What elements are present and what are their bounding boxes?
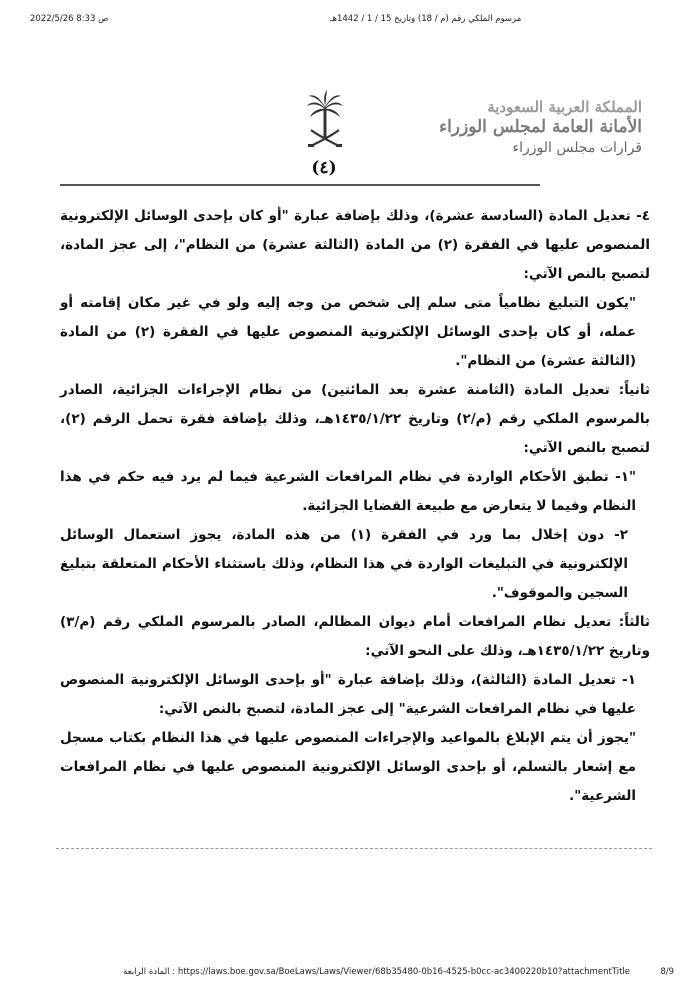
print-datetime: 2022/5/26 8:33 ص — [30, 14, 109, 24]
header-divider — [60, 184, 540, 186]
print-header — [24, 14, 676, 28]
list-item-1: "١- تطبق الأحكام الواردة في نظام المرافعات الشرعية فيما لم يرد فيه حكم في هذا النظام وفيما لا يتعارض مع طبيعة القضايا الجزائية. — [60, 469, 636, 514]
print-page-title: مرسوم الملكي رقم (م / 18) وتاريخ 15 / 1 / 1442هـ — [330, 14, 522, 24]
paragraph-third: ثالثاً: تعديل نظام المرافعات أمام ديوان المظالم، الصادر بالمرسوم الملكي رقم (م/٣) وتاريخ ١٤٣٥/١/٢٢هـ، وذلك على النحو الآتي: — [60, 614, 650, 659]
issuer-line-3: قرارات مجلس الوزراء — [512, 140, 642, 156]
print-page-count: 8/9 — [660, 967, 674, 977]
bottom-divider — [56, 848, 652, 849]
list-item-2: ٢- دون إخلال بما ورد في الفقرة (١) من هذه المادة، يجوز استعمال الوسائل الإلكترونية في التبليغات الواردة في هذا النظام، وذلك باستثناء الأحكام المتعلقة بتبليغ السجين والموقوف". — [60, 527, 628, 601]
paragraph-item-4: ٤- تعديل المادة (السادسة عشرة)، وذلك بإضافة عبارة "أو كان بإحدى الوسائل الإلكترونية المنصوص عليها في الفقرة (٢) من المادة (الثالثة عشرة) من النظام"، إلى عجز المادة، لتصبح بالنص الآتي: — [60, 208, 651, 282]
palm-and-swords-emblem-icon — [305, 90, 345, 152]
document-body — [60, 202, 650, 811]
page-number: (٤) — [311, 158, 337, 178]
print-url: المادة الرابعة : https://laws.boe.gov.sa/BoeLaws/Laws/Viewer/68b35480-0b16-4525-b0cc-ac3400220b10?attachmentTitle — [123, 967, 630, 977]
quoted-text-article-3: "يجوز أن يتم الإبلاغ بالمواعيد والإجراءات المنصوص عليها في هذا النظام بكتاب مسجل مع إشعار بالتسلم، أو بإحدى الوسائل الإلكترونية المنصوص عليها في نظام المرافعات الشرعية". — [60, 730, 636, 804]
issuer-block — [432, 98, 642, 158]
letterhead — [60, 90, 650, 190]
issuer-line-2: الأمانة العامة لمجلس الوزراء — [439, 116, 642, 137]
quoted-text-article-16: "يكون التبليغ نظامياً متى سلم إلى شخص من وجه إليه ولو في غير مكان إقامته أو عمله، أو كان بإحدى الوسائل الإلكترونية المنصوص عليها في الفقرة (٢) من المادة (الثالثة عشرة) من النظام". — [60, 295, 636, 369]
paragraph-second: ثانياً: تعديل المادة (الثامنة عشرة بعد المائتين) من نظام الإجراءات الجزائية، الصادر بالمرسوم الملكي رقم (م/٢) وتاريخ ١٤٣٥/١/٢٢هـ، وذلك بإضافة فقرة تحمل الرقم (٢)، لتصبح بالنص الآتي: — [60, 382, 651, 456]
issuer-line-1: المملكة العربية السعودية — [487, 98, 642, 116]
list-item-third-1: ١- تعديل المادة (الثالثة)، وذلك بإضافة عبارة "أو بإحدى الوسائل الإلكترونية المنصوص عليها في نظام المرافعات الشرعية" إلى عجز المادة، لتصبح بالنص الآتي: — [60, 672, 636, 717]
print-footer — [24, 967, 676, 981]
